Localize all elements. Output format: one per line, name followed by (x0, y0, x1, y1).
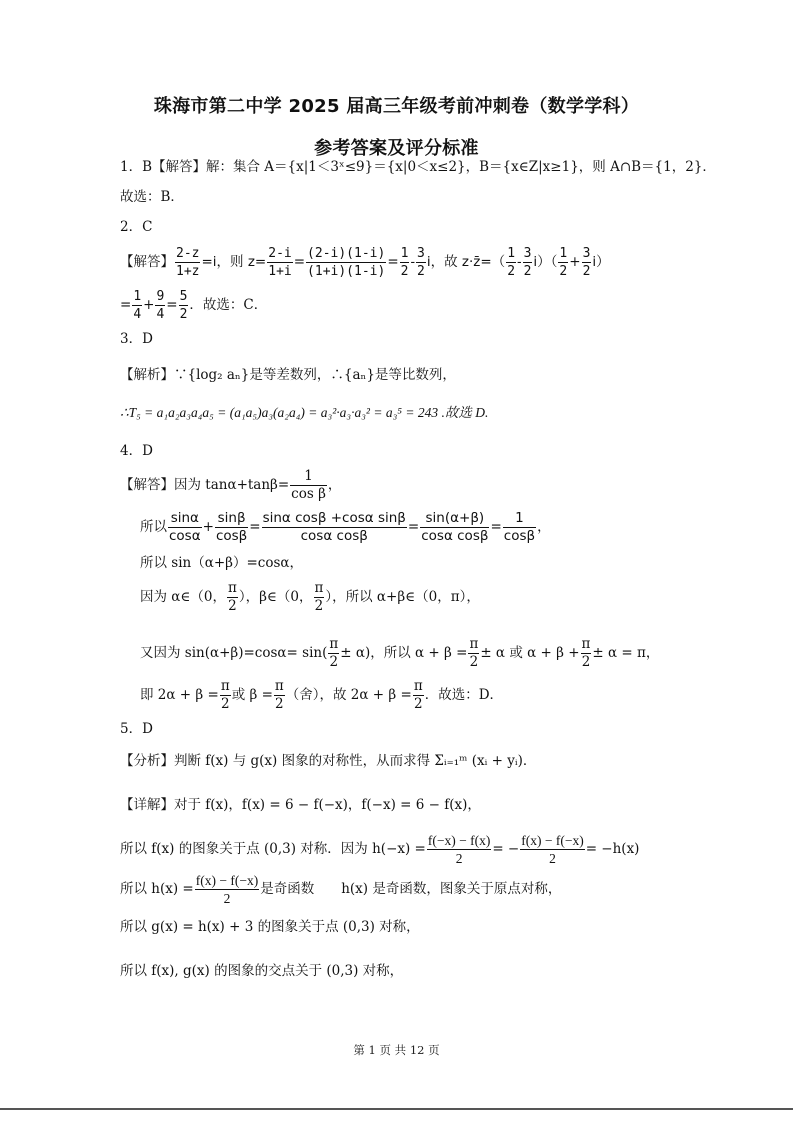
q2-fraction: $\frac{9}{4}$ (156, 289, 165, 322)
q2-fraction: $\frac{1}{2}$ (400, 246, 409, 279)
q4-text: 因为 α∈（0， (140, 589, 226, 605)
q2-op: + (143, 297, 155, 313)
q4-fraction: $\frac{1}{\text{cos β}}$ (291, 468, 326, 502)
q3-analysis-line: 【解析】∵{log₂ aₙ}是等差数列，∴{aₙ}是等比数列， (120, 367, 456, 383)
q4-fraction: $\frac{\pi}{2}$ (413, 678, 423, 712)
q4-fraction: $\frac{\pi}{2}$ (469, 636, 479, 670)
q4-fraction: $\frac{\sin(\alpha+\beta)}{\text{cosα cosβ}}$ (421, 510, 489, 544)
q2-fraction: $\frac{1}{2}$ (559, 246, 568, 279)
q2-fraction: $\frac{3}{2}$ (523, 246, 532, 279)
q2-text: i，故 z·z̄=（ (426, 254, 506, 270)
q5-text: = −h(x) (585, 841, 640, 857)
q2-tag: 【解答】 (120, 254, 174, 270)
document-title: 珠海市第二中学 2025 届高三年级考前冲刺卷（数学学科） (153, 96, 640, 117)
q5-analysis-line: 【分析】判断 f(x) 与 g(x) 图象的对称性，从而求得 Σᵢ₌₁ᵐ (xᵢ + yᵢ)． (120, 753, 537, 769)
q2-fraction: $\frac{(2-i)(1-i)}{(1+i)(1-i)}$ (307, 246, 386, 279)
q4-text: 所以 (140, 519, 167, 535)
q2-fraction: $\frac{2-z}{1+z}$ (176, 246, 200, 279)
q5-fraction: $\frac{f(x) - f(-x)}{2}$ (521, 833, 584, 866)
q2-op: - (410, 254, 416, 270)
q4-line5 (140, 636, 659, 671)
q4-line4 (140, 580, 480, 615)
q5-detail-line: 【详解】对于 f(x)，f(x) = 6 − f(−x)，f(−x) = 6 − f(x)， (120, 797, 481, 813)
q5-line5: 所以 g(x) = h(x) + 3 的图象关于点 (0,3) 对称， (120, 919, 420, 935)
q2-heading: 2．C (120, 219, 153, 235)
q2-text: i） (592, 254, 610, 270)
q2-solution-line1: 【解答】 $\frac{2-z}{1+z}$ =i，则 z= $\frac{2-i}{1+i}$ = $\frac{(2-i)(1-i)}{(1+i)(1-i)}$ = $\frac{1}{2}$ - $\frac{3}{2}$ i，故 z·z̄=（ $\frac{1}{2}$ - $\frac{3}{2}$ i）（ $\frac{1}{2}$ + $\frac{3}{2}$ i） (120, 246, 610, 279)
q5-fraction: $\frac{f(x) - f(-x)}{2}$ (195, 873, 259, 906)
q5-fraction: $\frac{f(-x) - f(x)}{2}$ (427, 833, 491, 866)
q5-line3 (120, 832, 639, 867)
q2-fraction: $\frac{3}{2}$ (582, 246, 591, 279)
document-subtitle: 参考答案及评分标准 (314, 138, 479, 159)
q5-text: = − (492, 841, 520, 857)
q5-text: 所以 h(x) = (120, 881, 194, 897)
q2-fraction: $\frac{5}{2}$ (179, 289, 188, 322)
q4-text: ± α)，所以 α + β = (340, 645, 468, 661)
q4-text: ），所以 α+β∈（0，π）， (325, 589, 480, 605)
q4-text: ．故选：D． (424, 687, 504, 703)
q4-line6 (140, 678, 503, 713)
q2-op: - (517, 254, 522, 270)
q4-line2: 所以 $\frac{\sin\alpha}{\cos\alpha}$ + $\frac{\sin\beta}{\cos\beta}$ = $\frac{\text{sinα cosβ +cosα sinβ}}{\text{cosα cosβ}}$ = $\frac{\sin(\alpha+\beta)}{\text{cosα cosβ}}$ = $\frac{1}{\cos\beta}$ ， (140, 510, 551, 544)
q5-line4 (120, 872, 561, 907)
q3-heading: 3．D (120, 331, 153, 347)
q2-fraction: $\frac{1}{4}$ (133, 289, 142, 322)
q4-text: 又因为 sin(α+β)=cosα= sin( (140, 645, 328, 661)
q4-text: 【解答】因为 tanα+tanβ= (120, 477, 290, 493)
q5-line6: 所以 f(x), g(x) 的图象的交点关于 (0,3) 对称， (120, 963, 404, 979)
q2-solution-line2: = $\frac{1}{4}$ + $\frac{9}{4}$ = $\frac{5}{2}$ ．故选：C． (120, 289, 268, 322)
q4-text: 或 β = (231, 687, 273, 703)
q4-fraction: $\frac{\pi}{2}$ (228, 580, 237, 614)
q2-text: =i，则 z= (201, 254, 267, 270)
q2-fraction: $\frac{2-i}{1+i}$ (268, 246, 292, 279)
q2-text: ．故选：C． (189, 297, 268, 313)
q4-text: ± α = π， (592, 645, 660, 661)
q4-line1 (120, 468, 341, 503)
q2-text: i）（ (533, 254, 558, 270)
q4-fraction: $\frac{\sin\alpha}{\cos\alpha}$ (169, 510, 201, 544)
q4-fraction: $\frac{\pi}{2}$ (581, 636, 591, 670)
q4-fraction: $\frac{\pi}{2}$ (274, 678, 284, 712)
q4-fraction: $\frac{\text{sinα cosβ +cosα sinβ}}{\text{cosα cosβ}}$ (262, 510, 406, 544)
q1-answer-line: 1．B【解答】解：集合 A＝{x|1＜3ˣ≤9}＝{x|0＜x≤2}，B＝{x∈Z|x≥1}，则 A∩B＝{1，2}． (120, 159, 716, 175)
q4-text: ），β∈（0， (238, 589, 313, 605)
q2-fraction: $\frac{3}{2}$ (417, 246, 425, 279)
q4-text: ， (327, 477, 342, 493)
q4-fraction: $\frac{\sin\beta}{\cos\beta}$ (215, 510, 248, 544)
q4-text: 即 2α + β = (140, 687, 219, 703)
q4-text: ± α 或 α + β + (480, 645, 580, 661)
q5-heading: 5．D (120, 721, 153, 737)
q4-heading: 4．D (120, 443, 153, 459)
q2-op: = (120, 297, 132, 313)
q4-fraction: $\frac{\pi}{2}$ (314, 580, 324, 614)
q4-fraction: $\frac{\pi}{2}$ (220, 678, 230, 712)
q3-product-line: ∴T₅ = a₁a₂a₃a₄a₅ = (a₁a₅)a₃(a₂a₄) = a₃²·a₃·a₃² = a₃⁵ = 243 .故选 D. (120, 405, 489, 420)
q2-fraction: $\frac{1}{2}$ (507, 246, 516, 279)
page-number-footer: 第 1 页 共 12 页 (353, 1043, 440, 1057)
bottom-divider (0, 1108, 793, 1110)
q2-op: + (569, 254, 581, 270)
q4-fraction: $\frac{\pi}{2}$ (329, 636, 339, 670)
q4-text: （舍），故 2α + β = (285, 687, 412, 703)
q5-text: 所以 f(x) 的图象关于点 (0,3) 对称．因为 h(−x) = (120, 841, 426, 857)
q4-line3: 所以 sin（α+β）=cosα， (140, 555, 304, 571)
q5-text: 是奇函数 h(x) 是奇函数，图象关于原点对称， (260, 881, 562, 897)
q1-choice-line: 故选：B． (120, 189, 184, 205)
q4-fraction: $\frac{1}{\cos\beta}$ (503, 510, 536, 544)
